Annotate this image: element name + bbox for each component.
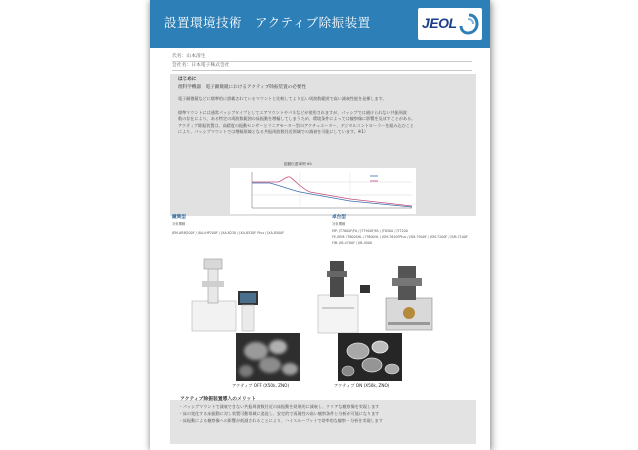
- transmissibility-graph: [230, 168, 416, 214]
- intro-heading: はじめに: [178, 77, 197, 82]
- micrograph-active-on: [338, 333, 402, 381]
- floor-type-heading: 卓台型: [332, 215, 346, 220]
- company-line: 会社名：日本電子株式会社: [172, 63, 230, 68]
- benefit-item: - パッシブマウントで減衰できない共振周波数付近の床振動を効果的に減衰し、クリアな観察像を実現します: [180, 404, 380, 409]
- micrograph-on-label: アクティブ ON (X50k, ZNO): [334, 383, 390, 388]
- logo-text: JEOL: [422, 15, 457, 31]
- desk-type-models: JEM-ARM200F / JXA-iHP200F / JXA-8230 / JXA-8530F Plus / JXA-8500F: [172, 231, 285, 235]
- fesem-instrument-image: [316, 255, 372, 335]
- benefit-item: - 床の変化する床振動に対し装置可動領域に追従し、安定的で再現性の高い観察条件と分析が可能になります: [180, 411, 380, 416]
- divider: [172, 61, 472, 62]
- jeol-logo: [418, 8, 482, 40]
- graph-caption: 振動伝達率例 ※1: [284, 162, 313, 166]
- document-title: 設置環境技術 アクティブ除振装置: [164, 15, 371, 30]
- desk-type-heading: 鏡筒型: [172, 215, 186, 220]
- floor-type-models-2: FE-SEM: IT800SHL / IT800HL / JSM-7610FPlus / JSM-7900F / JSM-7200F / JSM-7100F: [332, 235, 468, 239]
- blurred-particles-image: [236, 333, 300, 381]
- fib-instrument-image: [382, 258, 438, 332]
- tem-instrument-image: [190, 255, 260, 333]
- floor-type-models-1: MP: JT7800F/FA / JT7900F/FA / JT8300 / JT7200: [332, 229, 408, 233]
- intro-subheading: 理科学機器 電子顕微鏡におけるアクティブ除振装置の必要性: [178, 85, 307, 90]
- intro-paragraph-1: [178, 96, 386, 102]
- divider: [172, 70, 472, 71]
- text-line: 標準マウントには通常パッシブタイプとしてエアマウントやバネなどが使用されますが、パッシブでは避けられない共振周波: [178, 110, 407, 115]
- logo-mark-icon: [459, 13, 479, 35]
- floor-type-subheading: 対象機種: [332, 222, 346, 226]
- desk-type-subheading: 対象機種: [172, 222, 186, 226]
- text-line: により、パッシブマウントでは増幅領域となる共振周波数付近領域での減衰を可能にしています。※1）: [178, 128, 368, 134]
- benefit-item: - 床振動による観察像への影響が低減されることにより、ハイスループットで効率的な観察・分析を実現します: [180, 418, 383, 423]
- text-line: 電子顕微鏡などに標準的に搭載されているマウントと比較してより広い周波数範囲で高い減衰性能を発揮します。: [178, 96, 387, 101]
- micrograph-active-off: [236, 333, 300, 381]
- micrograph-off-label: アクティブ OFF (X50k, ZNO): [232, 383, 290, 388]
- text-line: 数の存在により、ある特定の周波数範囲の床振動を増幅してしまうため、環境条件によっては観察像に影響を及ぼすことがある。: [178, 116, 416, 122]
- document-sheet: [150, 0, 490, 450]
- text-line: アクティブ除振装置は、高精度の振動センサーとリニアモーター型のアクチュエーター、デジタルコントローラーを組み込むこと: [178, 122, 414, 128]
- benefits-heading: アクティブ除振装置導入のメリット: [180, 397, 257, 402]
- sharp-particles-image: [338, 333, 402, 381]
- author-line: 氏名：山本清生: [172, 54, 206, 59]
- floor-type-models-3: FIB: JIB-4700F / JIB-4000: [332, 241, 372, 245]
- intro-paragraph-2: [178, 110, 415, 135]
